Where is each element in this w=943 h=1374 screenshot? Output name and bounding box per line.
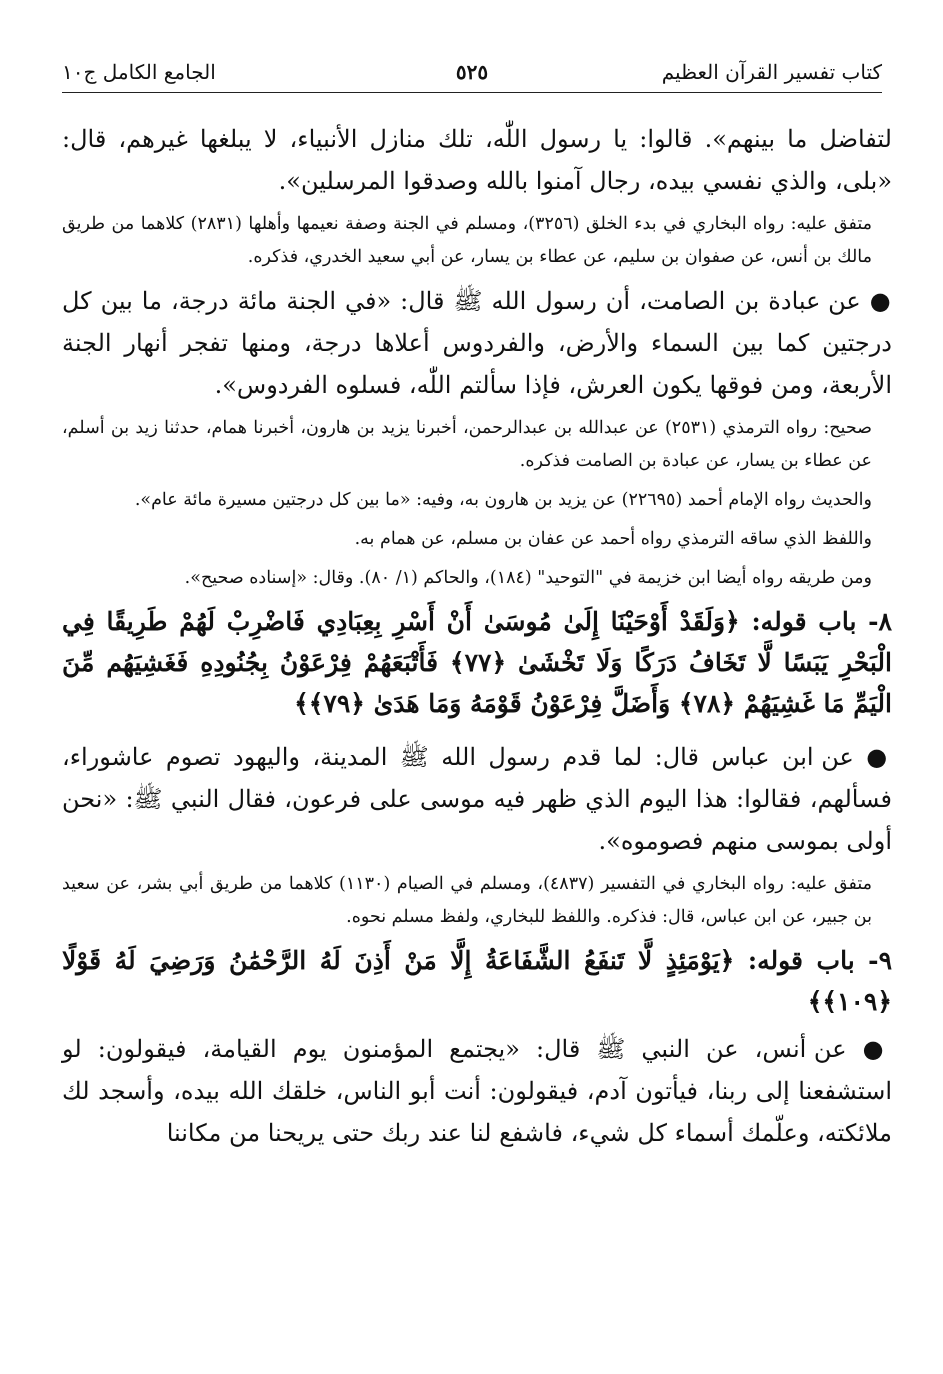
hadith-text: عن ابن عباس قال: لما قدم رسول الله ﷺ المدينة، واليهود تصوم عاشوراء، فسألهم، فقالوا: هذا اليوم الذي ظهر فيه موسى على فرعون، فقال النبي ﷺ: «نحن أولى بموسى منهم فصوموه». [62,743,892,855]
chapter-label: ٩- باب قوله: [747,946,892,975]
book-title: كتاب تفسير القرآن العظيم [661,60,882,84]
bullet-icon: ● [869,286,893,315]
takhrij-note [62,484,892,517]
note-text: واللفظ الذي ساقه الترمذي رواه أحمد عن عفان بن مسلم، عن همام به. [354,529,872,549]
volume-label: الجامع الكامل ج١٠ [62,60,216,84]
hadith-paragraph [62,280,892,406]
takhrij-note [62,868,892,934]
hadith-paragraph [62,736,892,862]
note-text: متفق عليه: رواه البخاري في بدء الخلق (٣٢٥٦)، ومسلم في الجنة وصفة نعيمها وأهلها (٢٨٣١) كلاهما من طريق مالك بن أنس، عن صفوان بن سليم، عن عطاء بن يسار، عن أبي سعيد الخدري، فذكره. [62,214,872,267]
quran-verse: ﴿يَوْمَئِذٍ لَّا تَنفَعُ الشَّفَاعَةُ إِلَّا مَنْ أَذِنَ لَهُ الرَّحْمَٰنُ وَرَضِيَ لَهُ قَوْلًا ﴿١٠٩﴾﴾ [62,946,892,1016]
quran-verse: ﴿وَلَقَدْ أَوْحَيْنَا إِلَىٰ مُوسَىٰ أَنْ أَسْرِ بِعِبَادِي فَاضْرِبْ لَهُمْ طَرِيقًا فِي الْبَحْرِ يَبَسًا لَّا تَخَافُ دَرَكًا وَلَا تَخْشَىٰ ﴿٧٧﴾ فَأَتْبَعَهُمْ فِرْعَوْنُ بِجُنُودِهِ فَغَشِيَهُم مِّنَ الْيَمِّ مَا غَشِيَهُمْ ﴿٧٨﴾ وَأَضَلَّ فِرْعَوْنُ قَوْمَهُ وَمَا هَدَىٰ ﴿٧٩﴾﴾ [62,607,892,718]
page-header [62,52,882,93]
hadith-text: عن عبادة بن الصامت، أن رسول الله ﷺ قال: «في الجنة مائة درجة، ما بين كل درجتين كما بين السماء والأرض، والفردوس أعلاها درجة، ومنها تفجر أنهار الجنة الأربعة، ومن فوقها يكون العرش، فإذا سألتم اللّٰه، فسلوه الفردوس». [62,287,892,399]
page-body [62,118,892,1154]
takhrij-note [62,523,892,556]
hadith-paragraph [62,118,892,202]
bullet-icon: ● [862,1034,892,1063]
note-text: متفق عليه: رواه البخاري في التفسير (٤٨٣٧)، ومسلم في الصيام (١١٣٠) كلاهما من طريق أبي بشر، عن سعيد بن جبير، عن ابن عباس، قال: فذكره. واللفظ للبخاري، ولفظ مسلم نحوه. [62,874,872,927]
chapter-heading [62,940,892,1022]
chapter-heading [62,601,892,724]
hadith-text: عن أنس، عن النبي ﷺ قال: «يجتمع المؤمنون يوم القيامة، فيقولون: لو استشفعنا إلى ربنا، فيأتون آدم، فيقولون: أنت أبو الناس، خلقك الله بيده، وأسجد لك ملائكته، وعلّمك أسماء كل شيء، فاشفع لنا عند ربك حتى يريحنا من مكاننا [62,1035,892,1147]
page-number: ٥٢٥ [455,60,489,84]
hadith-paragraph [62,1028,892,1154]
note-text: والحديث رواه الإمام أحمد (٢٢٦٩٥) عن يزيد بن هارون به، وفيه: «ما بين كل درجتين مسيرة مائة عام». [134,490,872,510]
note-text: صحيح: رواه الترمذي (٢٥٣١) عن عبدالله بن عبدالرحمن، أخبرنا يزيد بن هارون، أخبرنا همام، حدثنا زيد بن أسلم، عن عطاء بن يسار، عن عبادة بن الصامت فذكره. [62,418,872,471]
chapter-label: ٨- باب قوله: [751,607,892,636]
takhrij-note [62,412,892,478]
note-text: ومن طريقه رواه أيضا ابن خزيمة في "التوحيد" (١٨٤)، والحاكم (١/ ٨٠). وقال: «إسناده صحيح». [184,568,872,588]
bullet-icon: ● [866,742,892,771]
takhrij-note [62,562,892,595]
takhrij-note [62,208,892,274]
hadith-text: لتفاضل ما بينهم». قالوا: يا رسول اللّٰه، تلك منازل الأنبياء، لا يبلغها غيرهم، قال: «بلى، والذي نفسي بيده، رجال آمنوا بالله وصدقوا المرسلين». [62,125,892,195]
